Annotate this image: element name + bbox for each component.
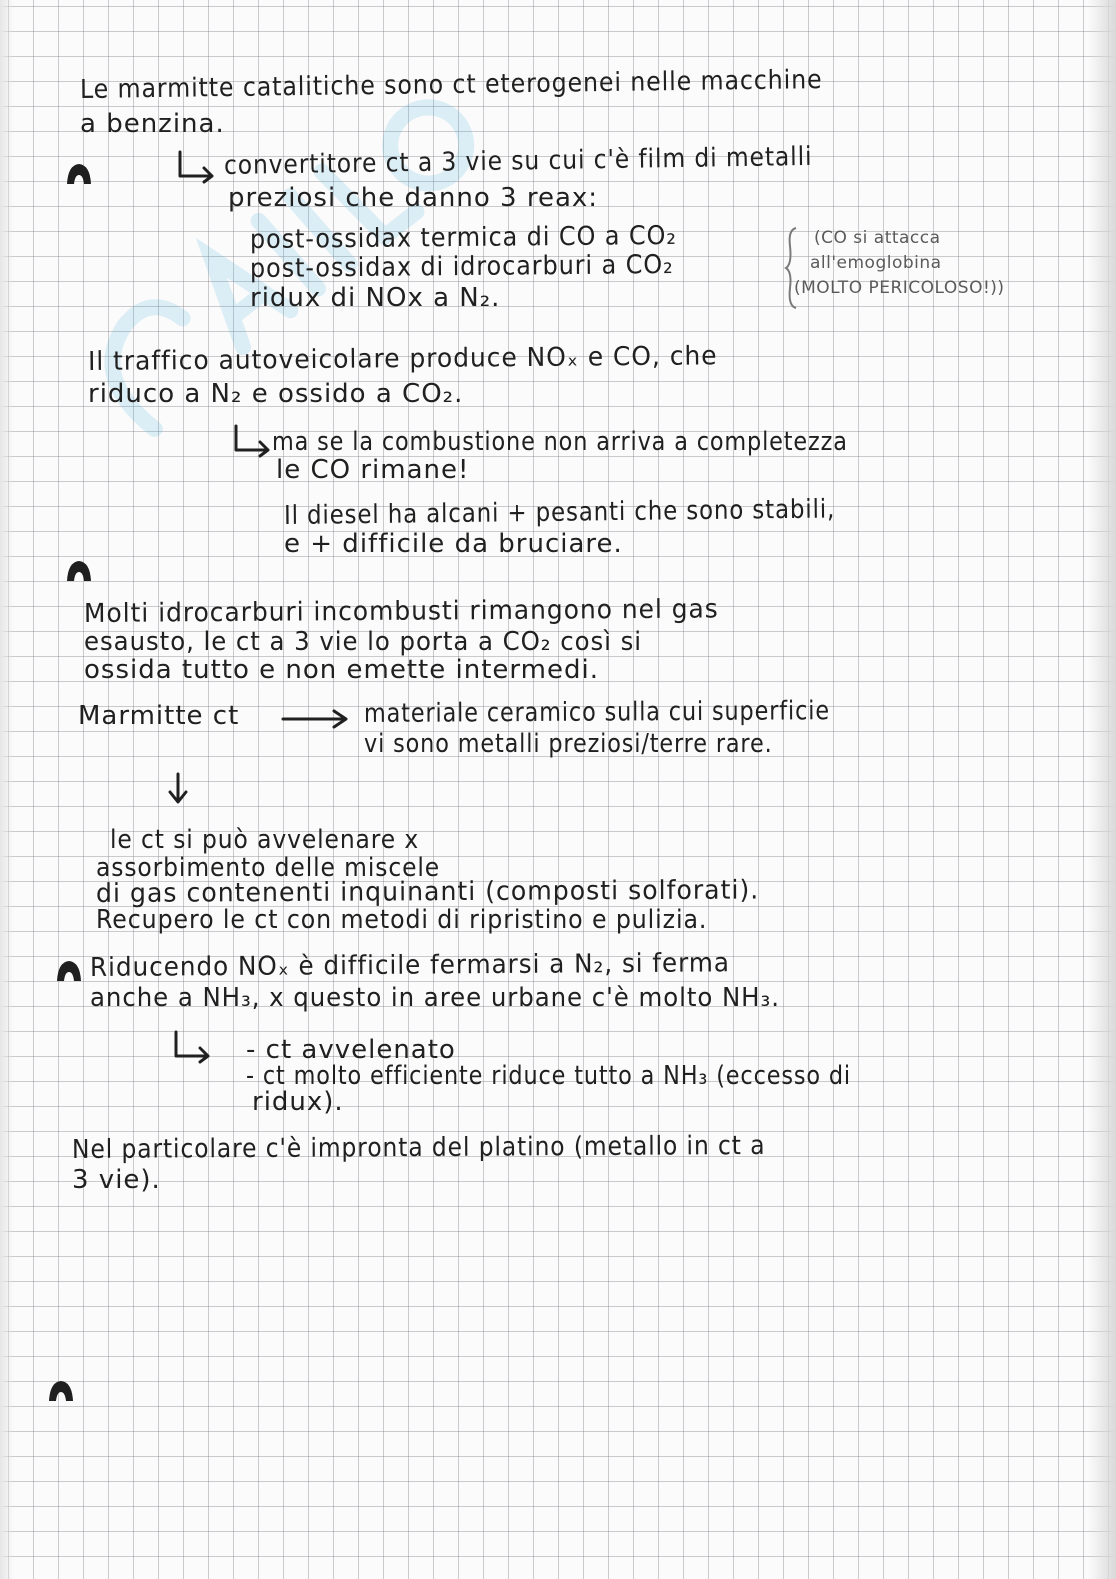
platinum-line-1: Nel particolare c'è impronta del platino (metallo in ct a [71,1130,766,1165]
converter-line-2: preziosi che danno 3 reax: [228,183,599,213]
page-right-edge [1088,0,1116,1579]
platinum-line-2: 3 vie). [72,1165,161,1195]
reaction-line-3: ridux di NOx a N₂. [250,283,501,313]
poisoning-line-2: assorbimento delle miscele [96,853,441,883]
binder-hole-icon [56,960,82,982]
traffic-line-2: riduco a N₂ e ossido a CO₂. [88,379,464,409]
traffic-line-1: Il traffico autoveicolare produce NOₓ e CO, che [87,341,718,377]
hydrocarbons-line-3: ossida tutto e non emette intermedi. [84,655,599,685]
bracket-icon [782,226,804,315]
diesel-line-2: e + difficile da bruciare. [284,529,623,559]
combustion-line-2: le CO rimane! [276,455,470,485]
marmitte-label: Marmitte ct [78,701,240,731]
hydrocarbons-line-1: Molti idrocarburi incombusti rimangono nel gas [83,594,719,629]
arrow-right-icon [168,1030,214,1069]
causes-line-3: ridux). [252,1087,344,1117]
arrow-right-icon [280,708,352,735]
arrow-right-icon [172,150,218,189]
poisoning-line-3: di gas contenenti inquinanti (composti solforati). [95,875,760,909]
diesel-line-1: Il diesel ha alcani + pesanti che sono stabili, [283,494,836,531]
hydrocarbons-line-2: esausto, le ct a 3 vie lo porta a CO₂ così si [84,627,643,657]
poisoning-line-4: Recupero le ct con metodi di ripristino e pulizia. [96,905,708,935]
reducing-line-1: Riducendo NOₓ è difficile fermarsi a N₂, si ferma [89,948,731,983]
poisoning-line-1: le ct si può avvelenare x [110,825,420,855]
marmitte-line-2: vi sono metalli preziosi/terre rare. [364,729,773,759]
marmitte-line-1: materiale ceramico sulla cui superficie [363,696,830,729]
combustion-line-1: ma se la combustione non arriva a completezza [272,427,848,457]
arrow-right-icon [228,424,274,463]
side-note-line-1: (CO si attacca [814,228,941,248]
side-note-line-2: all'emoglobina [810,253,942,273]
causes-line-1: - ct avvelenato [246,1035,456,1065]
converter-line-1: convertitore ct a 3 vie su cui c'è film di metalli [223,141,813,181]
page-left-edge [0,0,14,1579]
intro-line-1: Le marmitte catalitiche sono ct eterogenei nelle macchine [79,65,823,105]
binder-hole-icon [48,1380,74,1402]
intro-line-2: a benzina. [80,109,225,139]
binder-hole-icon [66,163,92,185]
side-note-line-3: (MOLTO PERICOLOSO!)) [794,278,1005,298]
causes-line-2: - ct molto efficiente riduce tutto a NH₃ (eccesso di [246,1061,852,1091]
binder-hole-icon [66,560,92,582]
reaction-line-2: post-ossidax di idrocarburi a CO₂ [249,249,674,284]
arrow-down-icon [164,772,192,811]
reducing-line-2: anche a NH₃, x questo in aree urbane c'è molto NH₃. [90,983,780,1013]
reaction-line-1: post-ossidax termica di CO a CO₂ [249,220,677,255]
